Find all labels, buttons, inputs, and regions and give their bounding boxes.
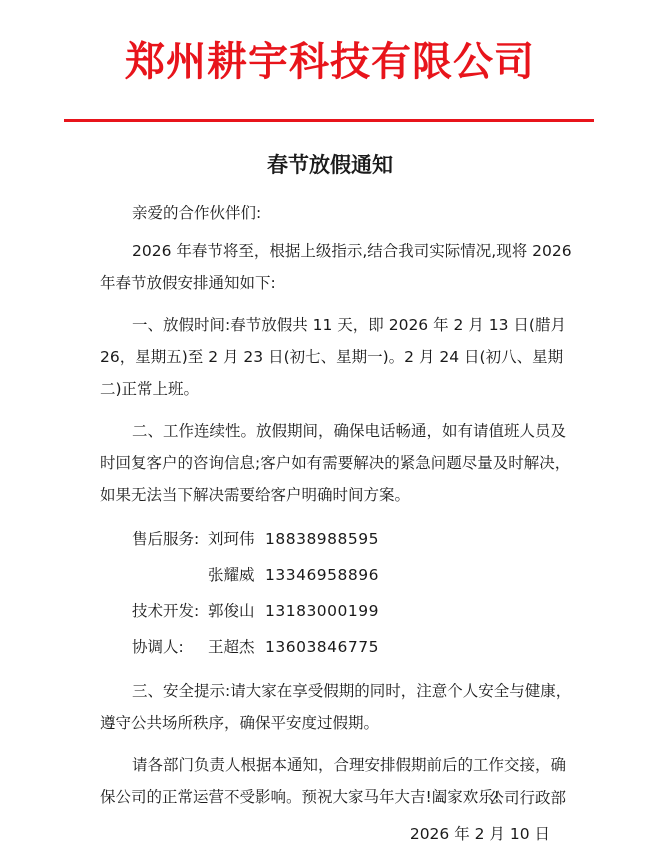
contact-phone: 13183000199 (265, 602, 379, 620)
company-letterhead: 郑州耕宇科技有限公司 (125, 39, 535, 85)
contact-role: 协调人: (132, 638, 184, 656)
contact-name: 郭俊山 (208, 602, 255, 620)
contact-name: 刘珂伟 (208, 530, 255, 548)
notice-body (100, 197, 580, 813)
holiday-schedule-paragraph: 一、放假时间:春节放假共 11 天，即 2026 年 2 月 13 日(腊月 26，星期五)至 2 月 23 日(初七、星期一)。2 月 24 日(初八、星期二)正常上班。 (100, 316, 566, 398)
work-continuity-paragraph: 二、工作连续性。放假期间，确保电话畅通，如有请值班人员及时回复客户的咨询信息;客户如有需要解决的紧急问题尽量及时解决，如果无法当下解决需要给客户明确时间方案。 (100, 422, 571, 504)
safety-paragraph: 三、安全提示:请大家在享受假期的同时，注意个人安全与健康，遵守公共场所秩序，确保平安度过假期。 (100, 682, 572, 732)
contact-role: 售后服务: (132, 530, 200, 548)
contact-phone: 13346958896 (265, 566, 379, 584)
letterhead-divider (64, 119, 594, 122)
contact-row (100, 629, 580, 665)
closing-paragraph: 请各部门负责人根据本通知，合理安排假期前后的工作交接，确保公司的正常运营不受影响。预祝大家马年大吉!阖家欢乐! (100, 756, 567, 806)
contact-phone: 13603846775 (265, 638, 379, 656)
notice-title: 春节放假通知 (267, 153, 393, 177)
contact-phone: 18838988595 (265, 530, 379, 548)
contact-role: 技术开发: (132, 602, 200, 620)
contact-name: 张耀威 (208, 566, 255, 584)
contact-row (100, 557, 580, 593)
issuing-department: 公司行政部 (488, 789, 566, 807)
contact-list (100, 521, 580, 665)
issue-date: 2026 年 2 月 10 日 (409, 825, 550, 843)
contact-row (100, 521, 580, 557)
contact-row (100, 593, 580, 629)
intro-paragraph: 2026 年春节将至，根据上级指示,结合我司实际情况,现将 2026 年春节放假安排通知如下: (100, 242, 572, 292)
greeting: 亲爱的合作伙伴们: (132, 204, 262, 222)
contact-name: 王超杰 (208, 638, 255, 656)
